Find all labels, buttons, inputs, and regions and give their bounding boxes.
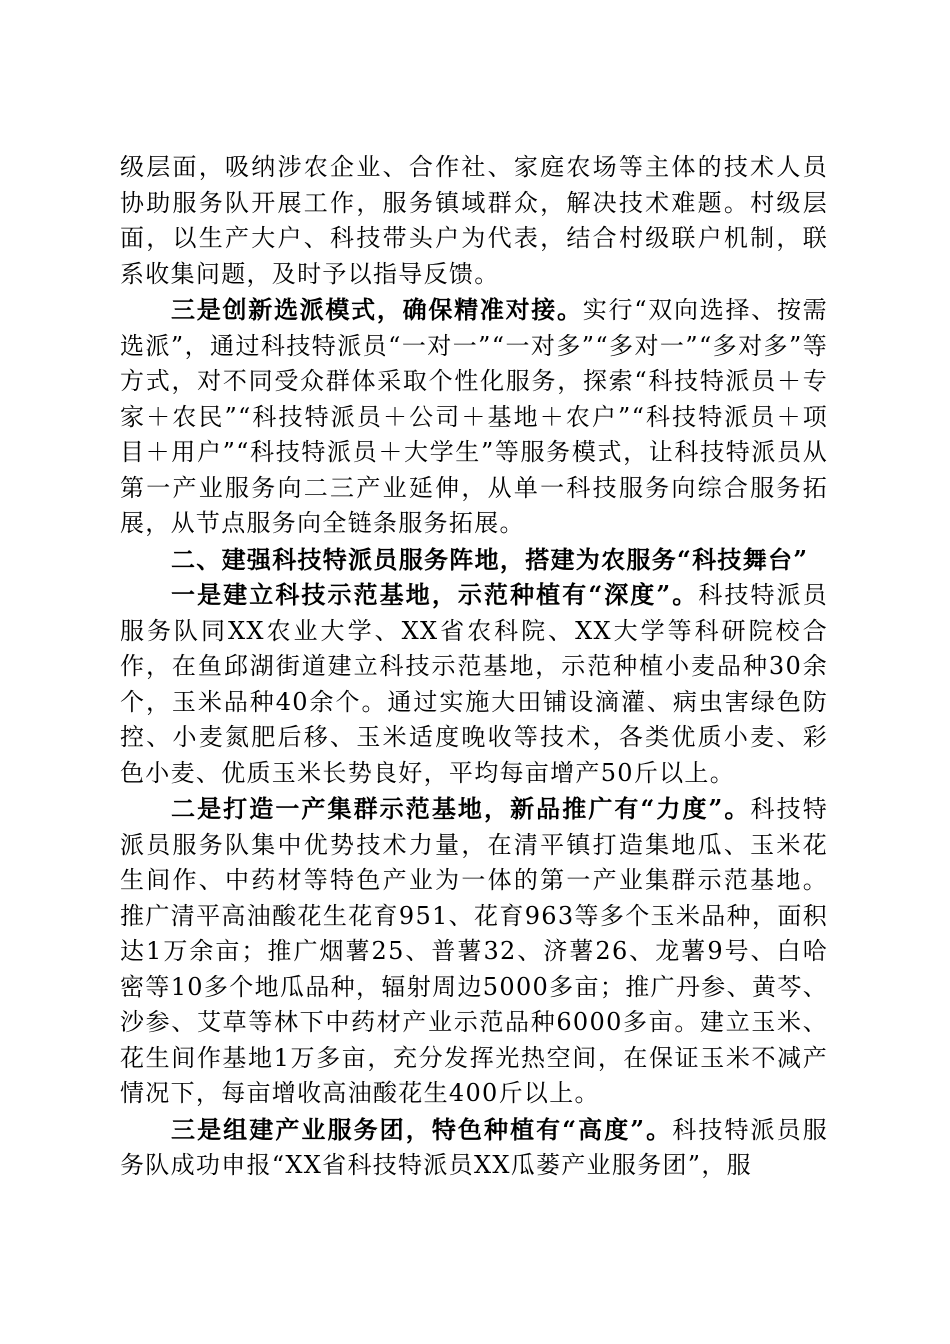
paragraph-lead: 二是打造一产集群示范基地，新品推广有“力度”。 bbox=[171, 794, 751, 823]
paragraph-body: 实行“双向选择、按需选派”，通过科技特派员“一对一”“一对多”“多对一”“多对多”等方式，对不同受众群体采取个性化服务，探索“科技特派员＋专家＋农民”“科技特派员＋公司＋基地＋农户”“科技特派员＋项目＋用户”“科技特派员＋大学生”等服务模式，让科技特派员从第一产业服务向二三产业延伸，从单一科技服务向综合服务拓展，从节点服务向全链条服务拓展。 bbox=[120, 296, 828, 537]
paragraph-body: 级层面，吸纳涉农企业、合作社、家庭农场等主体的技术人员协助服务队开展工作，服务镇域群众，解决技术难题。村级层面，以生产大户、科技带头户为代表，结合村级联户机制，联系收集问题，及时予以指导反馈。 bbox=[120, 153, 828, 288]
paragraph-body: 科技特派员服务队同XX农业大学、XX省农科院、XX大学等科研院校合作，在鱼邱湖街道建立科技示范基地，示范种植小麦品种30余个，玉米品种40余个。通过实施大田铺设滴灌、病虫害绿色防控、小麦氮肥后移、玉米适度晚收等技术，各类优质小麦、彩色小麦、优质玉米长势良好，平均每亩增产50斤以上。 bbox=[120, 581, 828, 787]
section-heading-2 bbox=[120, 542, 828, 578]
paragraph-industry-cluster-base bbox=[120, 791, 828, 1112]
paragraph-body: 科技特派员服务队成功申报“XX省科技特派员XX瓜蒌产业服务团”，服 bbox=[120, 1115, 828, 1179]
section-heading-text: 二、建强科技特派员服务阵地，搭建为农服务“科技舞台” bbox=[171, 544, 809, 574]
paragraph-body: 科技特派员服务队集中优势技术力量，在清平镇打造集地瓜、玉米花生间作、中药材等特色产业为一体的第一产业集群示范基地。推广清平高油酸花生花育951、花育963等多个玉米品种，面积达1万余亩；推广烟薯25、普薯32、济薯26、龙薯9号、白哈密等10多个地瓜品种，辐射周边5000多亩；推广丹参、黄芩、沙参、艾草等林下中药材产业示范品种6000多亩。建立玉米、花生间作基地1万多亩，充分发挥光热空间，在保证玉米不减产情况下，每亩增收高油酸花生400斤以上。 bbox=[120, 795, 828, 1107]
paragraph-lead: 一是建立科技示范基地，示范种植有“深度”。 bbox=[171, 580, 699, 609]
paragraph-lead: 三是组建产业服务团，特色种植有“高度”。 bbox=[171, 1114, 673, 1144]
paragraph-lead: 三是创新选派模式，确保精准对接。 bbox=[171, 295, 583, 324]
document-page bbox=[120, 150, 828, 1184]
paragraph-industry-service-group bbox=[120, 1112, 828, 1184]
paragraph-township-county-levels bbox=[120, 150, 828, 292]
paragraph-innovative-dispatch-mode bbox=[120, 292, 828, 542]
paragraph-demo-base bbox=[120, 577, 828, 791]
